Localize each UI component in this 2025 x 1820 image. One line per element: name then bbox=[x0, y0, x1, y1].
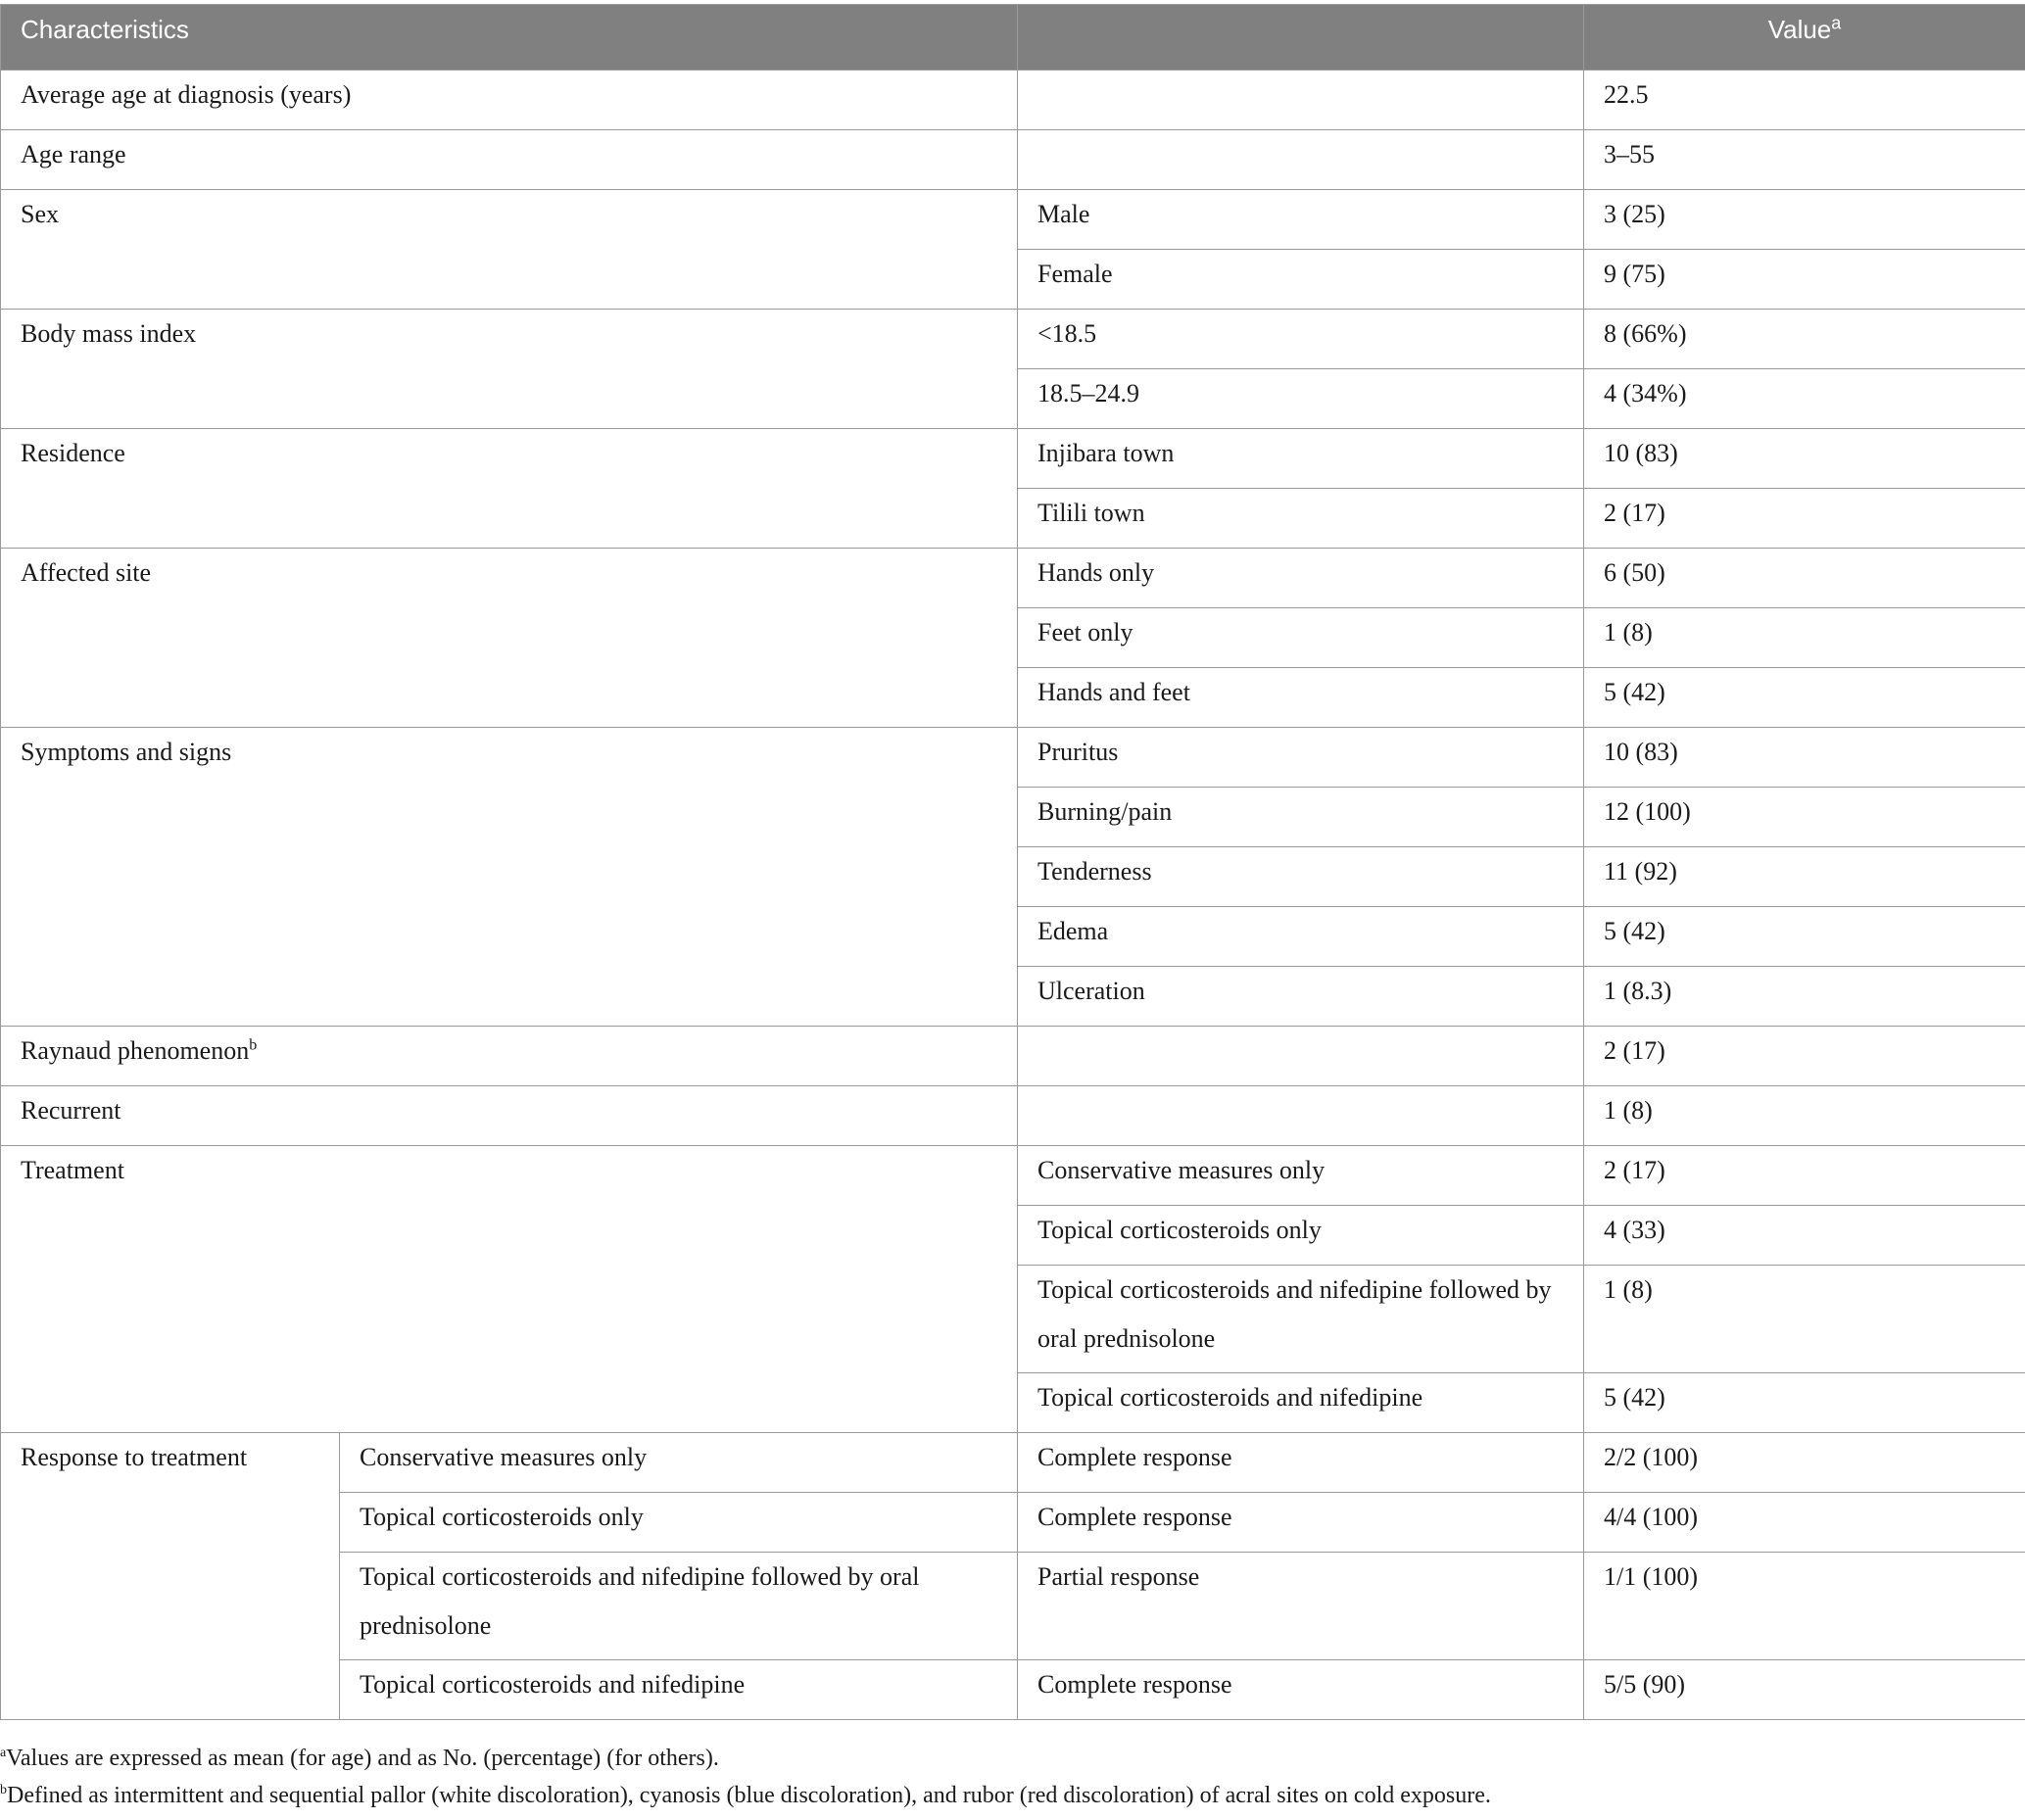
row-value: 22.5 bbox=[1584, 71, 2025, 130]
row-sublabel: Complete response bbox=[1018, 1433, 1584, 1493]
characteristics-table bbox=[0, 4, 2025, 1720]
row-value: 12 (100) bbox=[1584, 788, 2025, 847]
row-sublabel bbox=[1018, 1027, 1584, 1086]
row-value: 4/4 (100) bbox=[1584, 1493, 2025, 1553]
footnote-a bbox=[0, 1740, 2025, 1777]
table-footnotes bbox=[0, 1740, 2025, 1814]
row-sublabel: Male bbox=[1018, 190, 1584, 250]
footnote-a-text: Values are expressed as mean (for age) and as No. (percentage) (for others). bbox=[6, 1746, 719, 1771]
row-value: 1/1 (100) bbox=[1584, 1553, 2025, 1660]
row-sublabel bbox=[1018, 71, 1584, 130]
row-sublabel bbox=[1018, 1086, 1584, 1146]
row-sublabel: Burning/pain bbox=[1018, 788, 1584, 847]
table-row bbox=[1, 190, 2025, 250]
row-sublabel: Tilili town bbox=[1018, 489, 1584, 549]
row-value: 5 (42) bbox=[1584, 1373, 2025, 1433]
row-sublabel: Feet only bbox=[1018, 608, 1584, 668]
table-header-row bbox=[1, 5, 2025, 71]
row-label: Body mass index bbox=[1, 310, 1018, 429]
row-sublabel: Ulceration bbox=[1018, 967, 1584, 1027]
row-sublabel: Conservative measures only bbox=[1018, 1146, 1584, 1206]
table-row bbox=[1, 1146, 2025, 1206]
row-value: 2/2 (100) bbox=[1584, 1433, 2025, 1493]
footnote-b-mark: b bbox=[0, 1783, 7, 1797]
row-sublabel: Injibara town bbox=[1018, 429, 1584, 489]
table-row bbox=[1, 310, 2025, 369]
header-characteristics: Characteristics bbox=[1, 5, 1018, 71]
row-label: Response to treatment bbox=[1, 1433, 340, 1720]
row-value: 11 (92) bbox=[1584, 847, 2025, 907]
row-sublabel: Pruritus bbox=[1018, 728, 1584, 788]
header-value-footnote-mark: a bbox=[1831, 13, 1842, 33]
footnote-b-text: Defined as intermittent and sequential pallor (white discoloration), cyanosis (blue discoloration), and rubor (red discoloration) of acral sites on cold exposure. bbox=[7, 1783, 1491, 1808]
row-sublabel: Hands and feet bbox=[1018, 668, 1584, 728]
row-value: 5/5 (90) bbox=[1584, 1660, 2025, 1720]
row-treatment: Topical corticosteroids only bbox=[340, 1493, 1018, 1553]
footnote-b bbox=[0, 1777, 2025, 1814]
raynaud-footnote-mark: b bbox=[249, 1036, 258, 1054]
row-sublabel bbox=[1018, 130, 1584, 190]
row-value: 4 (33) bbox=[1584, 1206, 2025, 1266]
table-row bbox=[1, 71, 2025, 130]
row-value: 2 (17) bbox=[1584, 1146, 2025, 1206]
row-value: 4 (34%) bbox=[1584, 369, 2025, 429]
header-blank bbox=[1018, 5, 1584, 71]
row-value: 1 (8) bbox=[1584, 1086, 2025, 1146]
row-sublabel: Topical corticosteroids only bbox=[1018, 1206, 1584, 1266]
row-value: 3–55 bbox=[1584, 130, 2025, 190]
row-value: 3 (25) bbox=[1584, 190, 2025, 250]
row-value: 1 (8) bbox=[1584, 608, 2025, 668]
raynaud-label: Raynaud phenomenon bbox=[21, 1036, 250, 1065]
row-label: Residence bbox=[1, 429, 1018, 549]
row-value: 8 (66%) bbox=[1584, 310, 2025, 369]
row-value: 10 (83) bbox=[1584, 429, 2025, 489]
row-label bbox=[1, 1027, 1018, 1086]
table-row bbox=[1, 728, 2025, 788]
table-row bbox=[1, 1433, 2025, 1493]
row-treatment: Topical corticosteroids and nifedipine followed by oral prednisolone bbox=[340, 1553, 1018, 1660]
row-value: 1 (8) bbox=[1584, 1266, 2025, 1373]
row-sublabel: Edema bbox=[1018, 907, 1584, 967]
row-value: 5 (42) bbox=[1584, 907, 2025, 967]
row-value: 10 (83) bbox=[1584, 728, 2025, 788]
row-label: Sex bbox=[1, 190, 1018, 310]
row-sublabel: Complete response bbox=[1018, 1493, 1584, 1553]
row-label: Average age at diagnosis (years) bbox=[1, 71, 1018, 130]
row-label: Recurrent bbox=[1, 1086, 1018, 1146]
row-sublabel: 18.5–24.9 bbox=[1018, 369, 1584, 429]
row-value: 2 (17) bbox=[1584, 1027, 2025, 1086]
row-sublabel: Female bbox=[1018, 250, 1584, 310]
row-sublabel: Topical corticosteroids and nifedipine bbox=[1018, 1373, 1584, 1433]
table-row bbox=[1, 1027, 2025, 1086]
row-treatment: Conservative measures only bbox=[340, 1433, 1018, 1493]
row-sublabel: Topical corticosteroids and nifedipine followed by oral prednisolone bbox=[1018, 1266, 1584, 1373]
table-row bbox=[1, 429, 2025, 489]
row-treatment: Topical corticosteroids and nifedipine bbox=[340, 1660, 1018, 1720]
row-value: 2 (17) bbox=[1584, 489, 2025, 549]
table-row bbox=[1, 549, 2025, 608]
table-row bbox=[1, 130, 2025, 190]
header-value bbox=[1584, 5, 2025, 71]
row-sublabel: <18.5 bbox=[1018, 310, 1584, 369]
row-label: Age range bbox=[1, 130, 1018, 190]
row-value: 9 (75) bbox=[1584, 250, 2025, 310]
row-value: 5 (42) bbox=[1584, 668, 2025, 728]
row-label: Treatment bbox=[1, 1146, 1018, 1433]
row-label: Affected site bbox=[1, 549, 1018, 728]
footnote-a-mark: a bbox=[0, 1746, 7, 1760]
row-value: 1 (8.3) bbox=[1584, 967, 2025, 1027]
row-sublabel: Partial response bbox=[1018, 1553, 1584, 1660]
table-row bbox=[1, 1086, 2025, 1146]
header-value-label: Value bbox=[1767, 15, 1832, 44]
row-sublabel: Tenderness bbox=[1018, 847, 1584, 907]
row-sublabel: Complete response bbox=[1018, 1660, 1584, 1720]
row-sublabel: Hands only bbox=[1018, 549, 1584, 608]
row-value: 6 (50) bbox=[1584, 549, 2025, 608]
row-label: Symptoms and signs bbox=[1, 728, 1018, 1027]
